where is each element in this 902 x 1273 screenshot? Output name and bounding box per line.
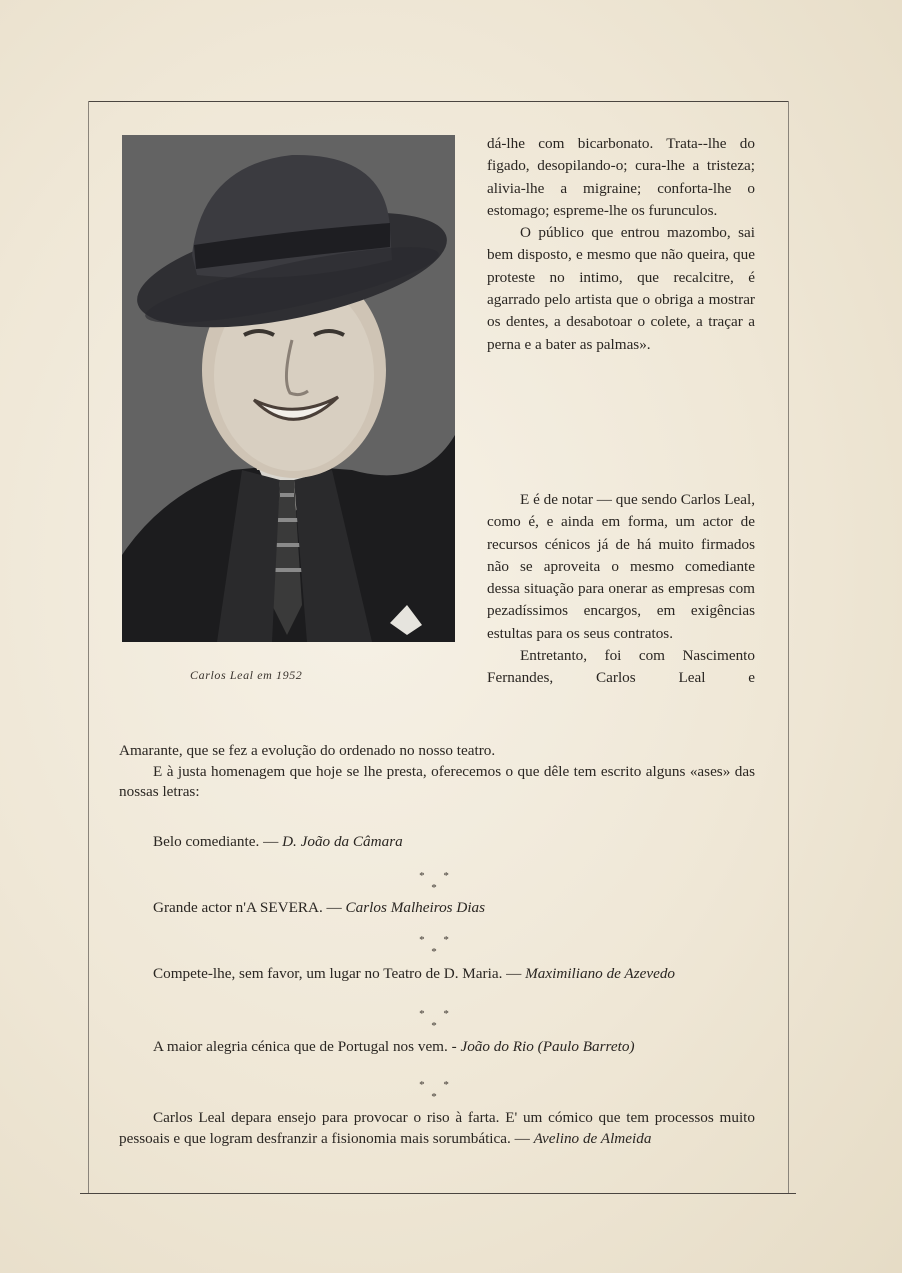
right-column-bottom [487, 489, 755, 690]
left-rule [88, 101, 89, 1193]
top-rule [88, 101, 788, 102]
quote-2 [119, 898, 755, 919]
right-column-top [487, 133, 755, 356]
paragraph: Amarante, que se fez a evolução do ordenado no nosso teatro. [119, 742, 496, 759]
quote-text: Belo comediante. — [153, 833, 283, 850]
right-rule [788, 101, 789, 1193]
quote-author: João do Rio (Paulo Barreto) [460, 1038, 635, 1055]
paragraph: dá-lhe com bicarbonato. Trata--lhe do figado, desopilando-o; cura-lhe a tristeza; alivia-lhe a migraine; conforta-lhe o estomago; espreme-lhe os furunculos. [487, 135, 755, 219]
quote-author: D. João da Câmara [282, 833, 403, 850]
photo-caption: Carlos Leal em 1952 [190, 668, 303, 682]
full-width-text [119, 741, 755, 803]
bottom-rule [80, 1193, 796, 1194]
quote-text: A maior alegria cénica que de Portugal nos vem. - [153, 1038, 461, 1055]
separator: * * * [419, 934, 457, 958]
paragraph: E é de notar — que sendo Carlos Leal, como é, e ainda em forma, um actor de recursos cénicos já de há muito firmados não se aproveita o mesmo comediante dessa situação para onerar as empresas com pezadíssimos encargos, em exigências estultas para os seus contratos. [487, 491, 755, 642]
paragraph: Entretanto, foi com Nascimento Fernandes, Carlos Leal e [487, 647, 755, 687]
quote-author: Avelino de Almeida [533, 1129, 652, 1147]
paragraph: O público que entrou mazombo, sai bem disposto, e mesmo que não queira, que proteste no intimo, que recalcitre, é agarrado pelo artista que o obriga a mostrar os dentes, a desabotoar o colete, a traçar a perna e a bater as palmas». [487, 224, 755, 353]
quote-text: Carlos Leal depara ensejo para provocar o riso à farta. E' um cómico que tem processos muito pessoais e que logram desfranzir a fisionomia mais sorumbática. — [119, 1109, 755, 1147]
separator: * * * [419, 1008, 457, 1032]
quote-5 [119, 1108, 755, 1149]
quote-4 [119, 1037, 755, 1058]
paragraph: E à justa homenagem que hoje se lhe presta, oferecemos o que dêle tem escrito alguns «ases» das nossas letras: [119, 762, 755, 800]
portrait-photo [122, 135, 455, 642]
quote-3 [119, 964, 755, 985]
quote-text: Grande actor n'A SEVERA. — [153, 899, 346, 916]
separator: * * * [419, 870, 457, 894]
separator: * * * [419, 1079, 457, 1103]
quote-1 [119, 832, 755, 853]
quote-author: Maximiliano de Azevedo [525, 965, 676, 982]
quote-text: Compete-lhe, sem favor, um lugar no Teatro de D. Maria. — [153, 965, 526, 982]
quote-author: Carlos Malheiros Dias [345, 899, 486, 916]
